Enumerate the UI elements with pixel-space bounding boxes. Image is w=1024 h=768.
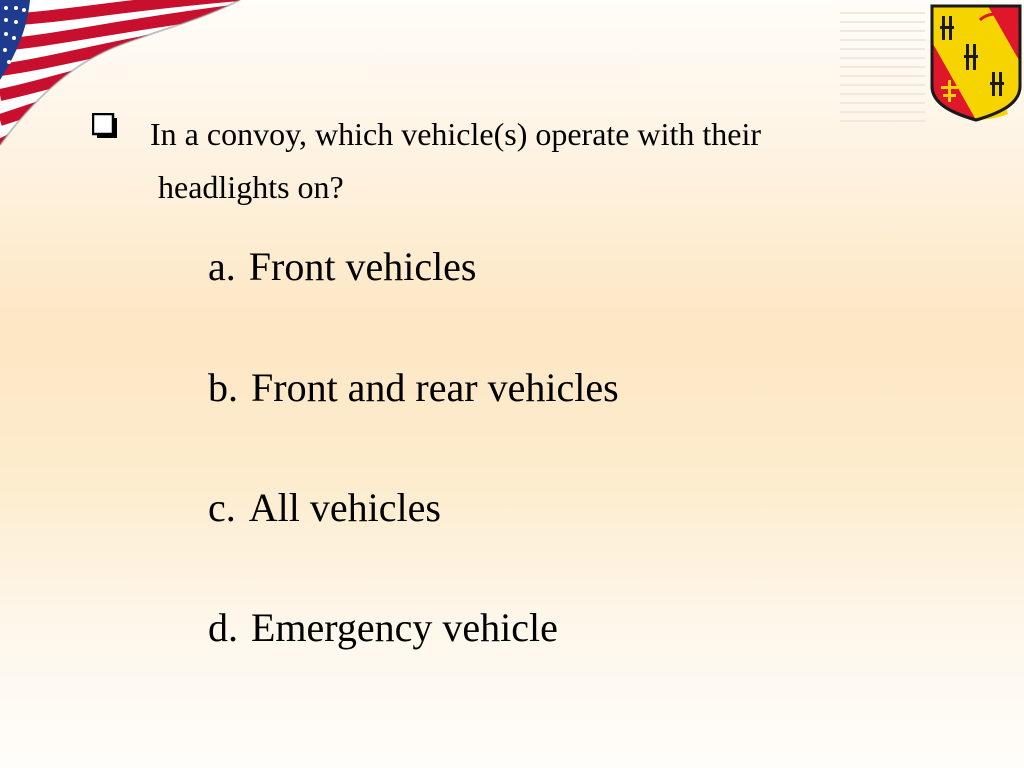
- checkbox-bullet-icon: [92, 113, 118, 139]
- option-c: [208, 484, 441, 532]
- option-b: [208, 364, 619, 412]
- question-line-1: In a convoy, which vehicle(s) operate with their: [150, 116, 762, 152]
- option-letter: c.: [208, 485, 236, 530]
- option-text: Front and rear vehicles: [251, 365, 619, 410]
- option-text: Emergency vehicle: [251, 605, 558, 650]
- option-letter: d.: [208, 605, 238, 650]
- question-text: [148, 108, 938, 214]
- option-a: [208, 243, 477, 291]
- unit-crest-icon: [928, 2, 1024, 126]
- option-letter: a.: [208, 244, 236, 289]
- question-line-2: headlights on?: [158, 169, 344, 205]
- option-text: Front vehicles: [248, 244, 477, 289]
- option-text: All vehicles: [248, 485, 441, 530]
- option-d: [208, 604, 558, 652]
- option-letter: b.: [208, 365, 238, 410]
